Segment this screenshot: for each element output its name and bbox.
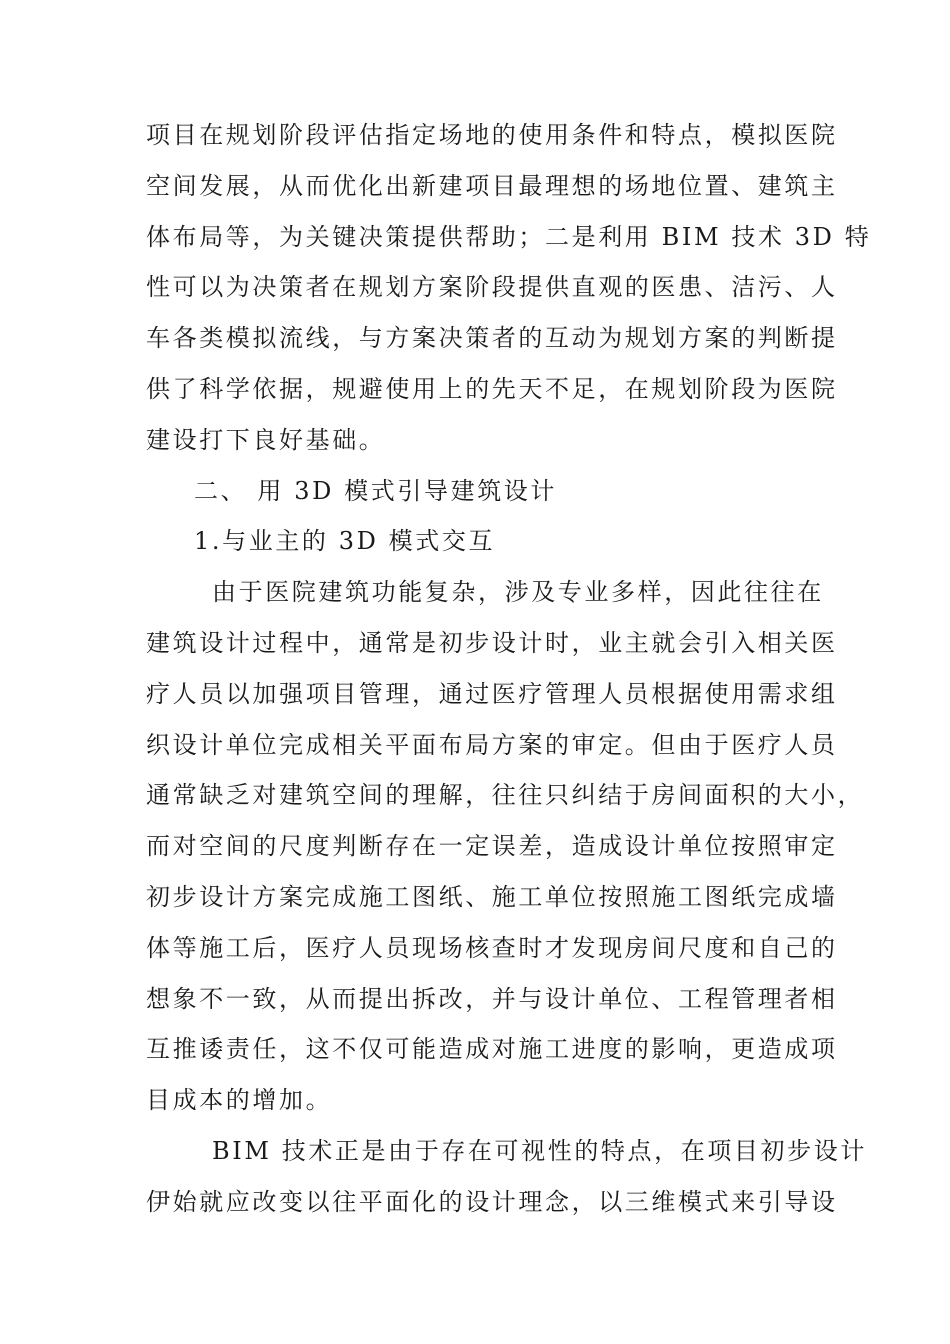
text-line: 疗人员以加强项目管理，通过医疗管理人员根据使用需求组 (146, 679, 838, 708)
subsection-heading: 1.与业主的 3D 模式交互 (194, 527, 496, 556)
paragraph-2 (146, 567, 865, 1126)
text-line: 建筑设计过程中，通常是初步设计时，业主就会引入相关医 (146, 628, 838, 657)
text-line: 通常缺乏对建筑空间的理解，往往只纠结于房间面积的大小， (146, 781, 865, 810)
text-line: 体等施工后，医疗人员现场核查时才发现房间尺度和自己的 (146, 933, 838, 962)
paragraph-3 (146, 1126, 867, 1228)
text-line: 织设计单位完成相关平面布局方案的审定。但由于医疗人员 (146, 730, 838, 759)
text-line: 车各类模拟流线，与方案决策者的互动为规划方案的判断提 (146, 324, 838, 353)
document-body (146, 110, 872, 1228)
text-line: 初步设计方案完成施工图纸、施工单位按照施工图纸完成墙 (146, 882, 838, 911)
text-line: 想象不一致，从而提出拆改，并与设计单位、工程管理者相 (146, 984, 838, 1013)
text-line: 体布局等，为关键决策提供帮助；二是利用 BIM 技术 3D 特 (146, 222, 872, 251)
text-line: 项目在规划阶段评估指定场地的使用条件和特点，模拟医院 (146, 121, 838, 149)
text-line: 建设打下良好基础。 (146, 425, 386, 454)
paragraph-1 (146, 110, 872, 466)
text-line: 目成本的增加。 (146, 1086, 333, 1115)
text-line: 而对空间的尺度判断存在一定误差，造成设计单位按照审定 (146, 832, 838, 861)
text-line: 空间发展，从而优化出新建项目最理想的场地位置、建筑主 (146, 171, 838, 200)
text-line: BIM 技术正是由于存在可视性的特点，在项目初步设计 (212, 1136, 867, 1165)
text-line: 互推诿责任，这不仅可能造成对施工进度的影响，更造成项 (146, 1035, 838, 1064)
text-line: 由于医院建筑功能复杂，涉及专业多样，因此往往在 (212, 578, 824, 607)
text-line: 性可以为决策者在规划方案阶段提供直观的医患、洁污、人 (146, 273, 838, 302)
section-heading: 二、 用 3D 模式引导建筑设计 (194, 476, 557, 505)
text-line: 伊始就应改变以往平面化的设计理念，以三维模式来引导设 (146, 1187, 838, 1216)
text-line: 供了科学依据，规避使用上的先天不足，在规划阶段为医院 (146, 374, 838, 403)
